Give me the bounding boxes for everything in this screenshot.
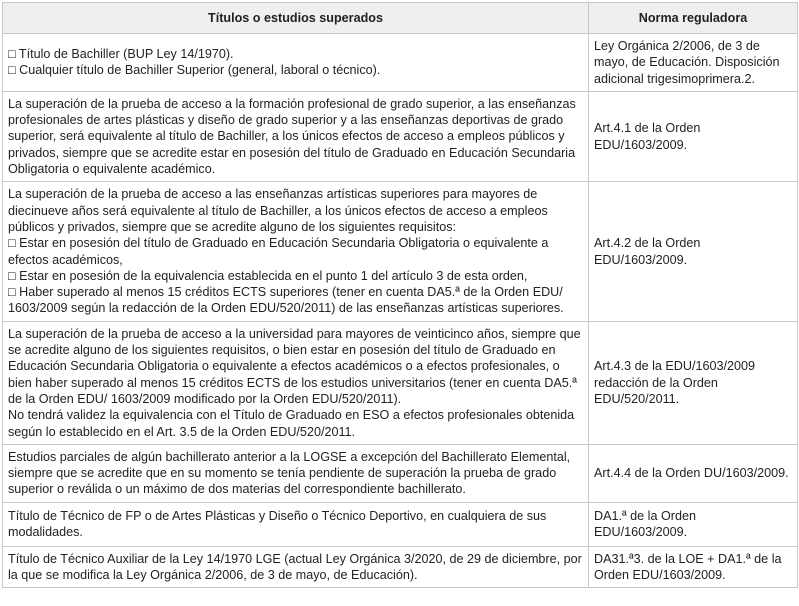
table-row <box>3 182 798 321</box>
table-header-row <box>3 3 798 34</box>
title-line: La superación de la prueba de acceso a la formación profesional de grado superior, a las enseñanzas profesionales de artes plásticas y diseño de grado superior y a las enseñanzas deportivas de grado superior, será equivalente al título de Bachiller, a los únicos efectos de acceso a empleos públicos y privados, siempre que se acredite estar en posesión del título de Graduado en Educación Secundaria Obligatoria o equivalente académico. <box>8 96 576 177</box>
norm-cell: DA1.ª de la Orden EDU/1603/2009. <box>589 502 798 546</box>
norm-cell: Art.4.4 de la Orden DU/1603/2009. <box>589 444 798 502</box>
title-cell <box>3 502 589 546</box>
table-row <box>3 546 798 588</box>
title-cell <box>3 444 589 502</box>
title-line: □ Estar en posesión de la equivalencia establecida en el punto 1 del artículo 3 de esta orden, <box>8 268 528 283</box>
table-row <box>3 321 798 444</box>
norm-cell: Art.4.2 de la Orden EDU/1603/2009. <box>589 182 798 321</box>
table-row <box>3 91 798 181</box>
title-cell <box>3 182 589 321</box>
title-line: □ Estar en posesión del título de Graduado en Educación Secundaria Obligatoria o equivalente a efectos académicos, <box>8 236 549 267</box>
title-line: La superación de la prueba de acceso a la universidad para mayores de veinticinco años, siempre que se acredite alguno de los siguientes requisitos, o bien estar en posesión del título de Graduado en Educación Secundaria Obligatoria o equivalente a efectos académicos o a efectos profesionales, o bien haber superado al menos 15 créditos ECTS de los estudios universitarios (tener en cuenta DA5.ª de la Orden EDU/ 1603/2009 modificado por la Orden EDU/520/2011). <box>8 326 581 406</box>
title-line: Título de Técnico de FP o de Artes Plásticas y Diseño o Técnico Deportivo, en cualquiera de sus modalidades. <box>8 508 547 540</box>
table-row <box>3 444 798 502</box>
title-line: No tendrá validez la equivalencia con el Título de Graduado en ESO a efectos profesionales obtenida según lo establecido en el Art. 3.5 de la Orden EDU/520/2011. <box>8 408 575 439</box>
table-row <box>3 502 798 546</box>
equivalence-table <box>2 2 798 588</box>
title-line: Estudios parciales de algún bachillerato anterior a la LOGSE a excepción del Bachillerato Elemental, siempre que se acredite que en su momento se tenía pendiente de superación la prueba de grado superior o reválida o un máximo de dos materias del correspondiente bachillerato. <box>8 449 571 497</box>
title-cell <box>3 321 589 444</box>
title-cell <box>3 91 589 181</box>
title-line: □ Haber superado al menos 15 créditos ECTS superiores (tener en cuenta DA5.ª de la Orden EDU/ 1603/2009 según la redacción de la Orden EDU/520/2011) de las enseñanzas artísticas superiores. <box>8 285 564 316</box>
title-line: □ Cualquier título de Bachiller Superior (general, laboral o técnico). <box>8 63 381 78</box>
header-norm: Norma reguladora <box>589 3 798 34</box>
title-line: La superación de la prueba de acceso a las enseñanzas artísticas superiores para mayores de diecinueve años será equivalente al título de Bachiller, a los únicos efectos de acceso a empleos públicos y privados, siempre que se acredite alguno de los siguientes requisitos: <box>8 187 548 234</box>
title-line: Título de Técnico Auxiliar de la Ley 14/1970 LGE (actual Ley Orgánica 3/2020, de 29 de diciembre, por la que se modifica la Ley Orgánica 2/2006, de 3 de mayo, de Educación). <box>8 551 582 583</box>
header-titles: Títulos o estudios superados <box>3 3 589 34</box>
title-line: □ Título de Bachiller (BUP Ley 14/1970). <box>8 47 234 62</box>
title-cell <box>3 546 589 588</box>
norm-cell: Ley Orgánica 2/2006, de 3 de mayo, de Educación. Disposición adicional trigesimoprimera.2. <box>589 34 798 92</box>
norm-cell: DA31.ª3. de la LOE + DA1.ª de la Orden EDU/1603/2009. <box>589 546 798 588</box>
norm-cell: Art.4.3 de la EDU/1603/2009 redacción de la Orden EDU/520/2011. <box>589 321 798 444</box>
title-cell <box>3 34 589 92</box>
norm-cell: Art.4.1 de la Orden EDU/1603/2009. <box>589 91 798 181</box>
table-row <box>3 34 798 92</box>
